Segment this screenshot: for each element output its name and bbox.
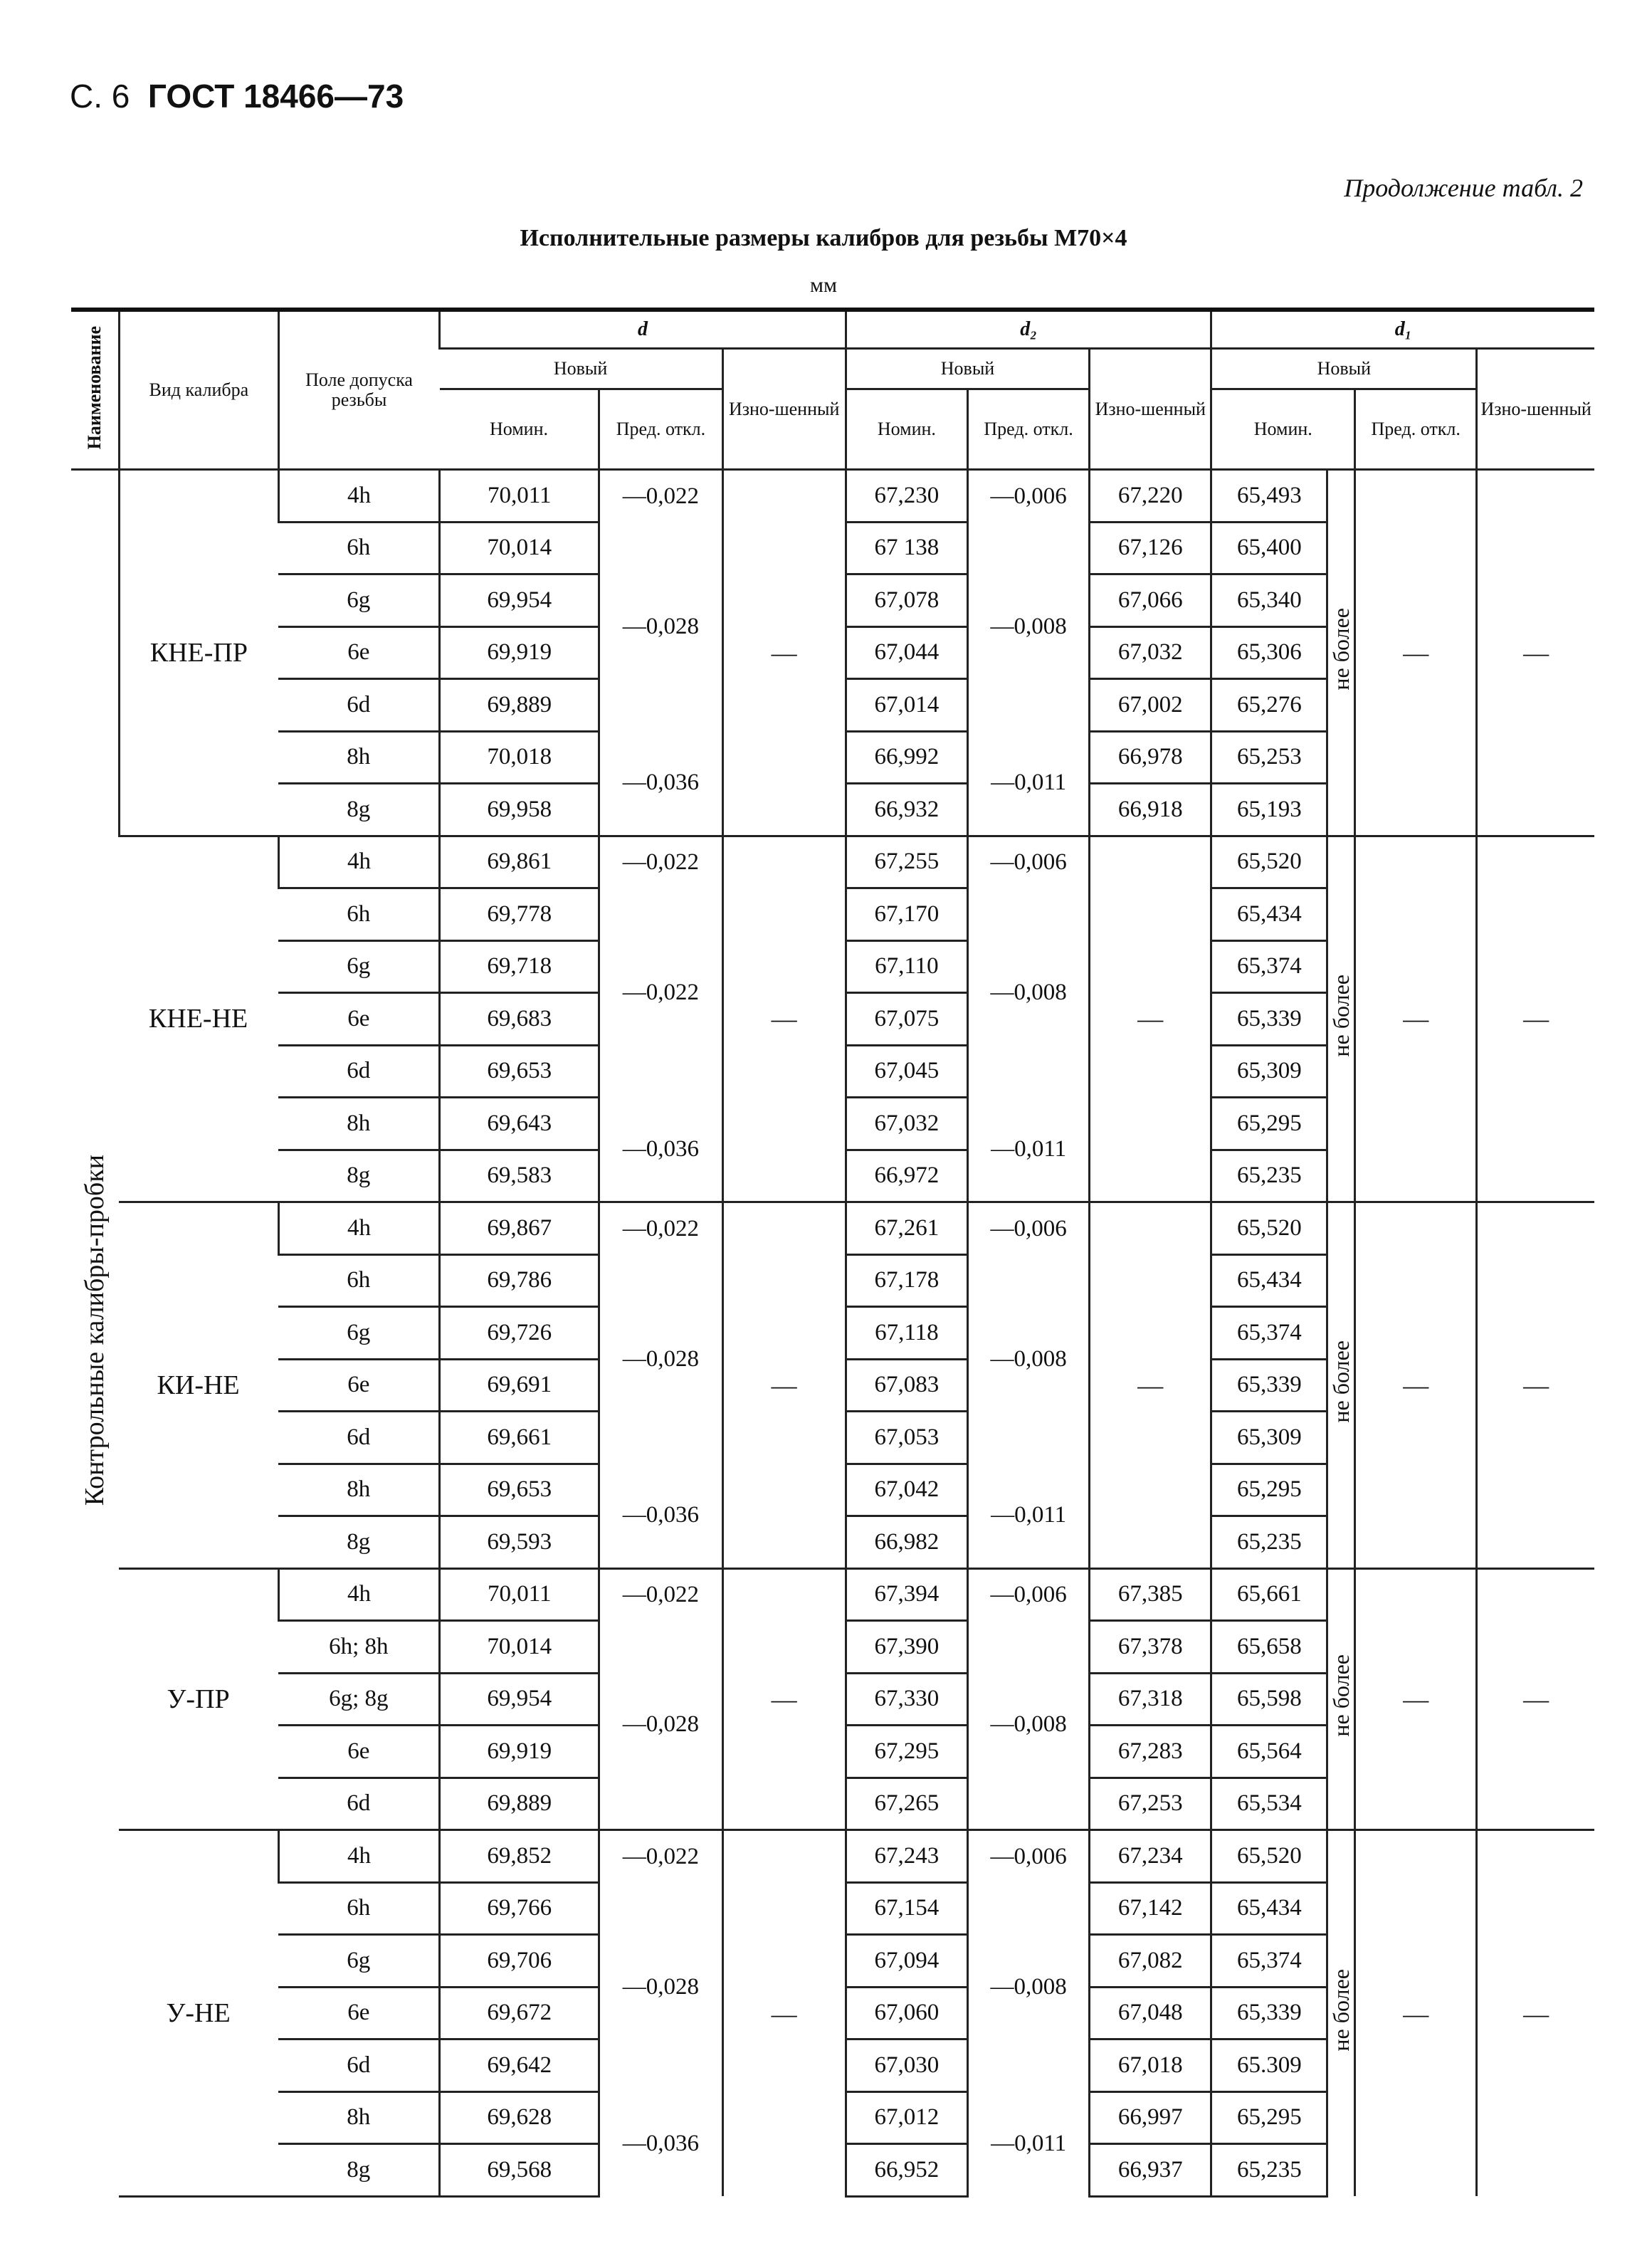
d2-nominal-header: Номин. xyxy=(846,389,967,470)
tolerance-field: 6d xyxy=(278,1412,439,1464)
d2-nominal: 67,012 xyxy=(846,2091,967,2144)
table-row xyxy=(71,470,1594,523)
d2-nominal: 67,014 xyxy=(846,679,967,732)
d1-note-cell xyxy=(1327,1568,1355,1830)
d1-nominal: 65.309 xyxy=(1211,2039,1327,2092)
d-nominal: 69,786 xyxy=(440,1254,599,1307)
d1-deviation: — xyxy=(1355,1568,1477,1830)
d2-nominal: 67,075 xyxy=(846,993,967,1046)
d-nominal: 69,642 xyxy=(440,2039,599,2092)
d-deviation: —0,022 xyxy=(599,1830,722,1883)
d1-nominal: 65,339 xyxy=(1211,1987,1327,2039)
d-nominal: 69,766 xyxy=(440,1882,599,1935)
d-nominal: 69,726 xyxy=(440,1307,599,1360)
d-nominal: 69,672 xyxy=(440,1987,599,2039)
table-body xyxy=(71,470,1594,2197)
d2-deviation: —0,006 xyxy=(967,1830,1089,1883)
d-deviation: —0,022 xyxy=(599,1202,722,1255)
d1-nominal: 65,374 xyxy=(1211,940,1327,993)
d1-nominal: 65,295 xyxy=(1211,2091,1327,2144)
d1-nominal: 65,434 xyxy=(1211,1882,1327,1935)
d2-nominal: 66,992 xyxy=(846,731,967,784)
d1-deviation: — xyxy=(1355,470,1477,836)
d1-nominal: 65,309 xyxy=(1211,1045,1327,1098)
d1-nominal: 65,235 xyxy=(1211,1150,1327,1202)
d-deviation: —0,036 xyxy=(599,1464,722,1568)
d-nominal: 70,018 xyxy=(440,731,599,784)
gauge-type: КИ-НЕ xyxy=(119,1202,278,1569)
d2-nominal: 67,083 xyxy=(846,1359,967,1412)
d-worn: — xyxy=(722,1568,846,1830)
d-deviation: —0,036 xyxy=(599,1098,722,1202)
d-deviation: —0,028 xyxy=(599,522,722,731)
d2-worn: 67,253 xyxy=(1090,1778,1211,1830)
d1-nominal: 65,493 xyxy=(1211,470,1327,523)
d2-worn: 67,385 xyxy=(1090,1568,1211,1621)
d1-nominal: 65,520 xyxy=(1211,836,1327,888)
d-nominal: 69,867 xyxy=(440,1202,599,1255)
d-deviation: —0,022 xyxy=(599,836,722,888)
d2-nominal: 67,330 xyxy=(846,1673,967,1726)
d2-deviation: —0,008 xyxy=(967,888,1089,1098)
d2-deviation: —0,006 xyxy=(967,1202,1089,1255)
d1-nominal-header: Номин. xyxy=(1211,389,1355,470)
table-units: мм xyxy=(810,273,837,297)
tolerance-field: 8g xyxy=(278,1150,439,1202)
d-worn: — xyxy=(722,1202,846,1569)
d2-worn: 67,234 xyxy=(1090,1830,1211,1883)
d2-worn-header: Изно-шенный xyxy=(1090,349,1211,470)
d2-nominal: 67,110 xyxy=(846,940,967,993)
d1-nominal: 65,339 xyxy=(1211,993,1327,1046)
d2-nominal: 67,094 xyxy=(846,1935,967,1988)
tolerance-field: 6h xyxy=(278,888,439,941)
d1-nominal: 65,309 xyxy=(1211,1412,1327,1464)
d-deviation: —0,028 xyxy=(599,1254,722,1464)
tolerance-field: 8g xyxy=(278,1516,439,1569)
d2-worn: 67,220 xyxy=(1090,470,1211,523)
d-nominal: 69,661 xyxy=(440,1412,599,1464)
d1-deviation: — xyxy=(1355,1202,1477,1569)
d2-nominal: 67,030 xyxy=(846,2039,967,2092)
d2-nominal: 67,154 xyxy=(846,1882,967,1935)
d2-worn: 67,032 xyxy=(1090,626,1211,679)
d2-deviation: —0,011 xyxy=(967,2091,1089,2196)
d2-nominal: 66,932 xyxy=(846,784,967,836)
d2-deviation: —0,008 xyxy=(967,1882,1089,2091)
tolerance-field: 6e xyxy=(278,993,439,1046)
col-d2-header: d₂ xyxy=(846,310,1211,349)
d-nominal: 70,011 xyxy=(440,470,599,523)
d-nominal: 70,014 xyxy=(440,1621,599,1674)
standard-number: ГОСТ 18466—73 xyxy=(147,78,404,115)
d2-nominal: 67,255 xyxy=(846,836,967,888)
d-nominal: 69,583 xyxy=(440,1150,599,1202)
d2-worn: 66,978 xyxy=(1090,731,1211,784)
d-nominal: 69,706 xyxy=(440,1935,599,1988)
d1-nominal: 65,534 xyxy=(1211,1778,1327,1830)
d2-worn: 67,126 xyxy=(1090,522,1211,574)
d1-note: не более xyxy=(1328,974,1354,1057)
d1-new-header: Новый xyxy=(1211,349,1477,389)
gauge-type: КНЕ-ПР xyxy=(119,470,278,836)
col-d-header: d xyxy=(440,310,846,349)
d-nominal: 70,011 xyxy=(440,1568,599,1621)
d2-worn: 67,082 xyxy=(1090,1935,1211,1988)
tolerance-field: 6e xyxy=(278,1359,439,1412)
d2-nominal: 67,261 xyxy=(846,1202,967,1255)
d2-nominal: 67,230 xyxy=(846,470,967,523)
tolerance-field: 6h xyxy=(278,1254,439,1307)
d2-deviation: —0,011 xyxy=(967,1098,1089,1202)
d-nominal: 69,568 xyxy=(440,2144,599,2197)
d-nominal: 69,691 xyxy=(440,1359,599,1412)
d-new-header: Новый xyxy=(440,349,722,389)
table-title: Исполнительные размеры калибров для резьбы M70×4 xyxy=(520,225,1127,251)
d2-worn: 66,937 xyxy=(1090,2144,1211,2197)
d1-note: не более xyxy=(1328,1654,1354,1738)
tolerance-field: 6h xyxy=(278,522,439,574)
gauge-type: У-ПР xyxy=(119,1568,278,1830)
col-d1-header: d₁ xyxy=(1211,310,1594,349)
d2-worn: 66,997 xyxy=(1090,2091,1211,2144)
gauge-dimensions-table xyxy=(71,308,1594,2198)
d2-nominal: 67,295 xyxy=(846,1726,967,1778)
d2-worn: 67,283 xyxy=(1090,1726,1211,1778)
table-row xyxy=(71,1202,1594,1255)
d-worn: — xyxy=(722,836,846,1202)
d2-nominal: 67,118 xyxy=(846,1307,967,1360)
d-nominal: 69,954 xyxy=(440,574,599,627)
tolerance-field: 6e xyxy=(278,626,439,679)
d2-deviation: —0,011 xyxy=(967,731,1089,836)
d1-deviation-header: Пред. откл. xyxy=(1355,389,1477,470)
d2-nominal: 67,078 xyxy=(846,574,967,627)
table-row xyxy=(71,1830,1594,1883)
d-deviation: —0,028 xyxy=(599,1621,722,1830)
d1-nominal: 65,340 xyxy=(1211,574,1327,627)
d-nominal: 69,653 xyxy=(440,1464,599,1516)
d1-nominal: 65,276 xyxy=(1211,679,1327,732)
d-deviation: —0,036 xyxy=(599,731,722,836)
d1-nominal: 65,235 xyxy=(1211,1516,1327,1569)
d-nominal: 69,593 xyxy=(440,1516,599,1569)
d1-worn: — xyxy=(1477,836,1594,1202)
section-name: Контрольные калибры-пробки xyxy=(79,1154,110,1506)
d-nominal: 69,718 xyxy=(440,940,599,993)
d-deviation: —0,022 xyxy=(599,888,722,1098)
d1-nominal: 65,306 xyxy=(1211,626,1327,679)
d-nominal: 69,852 xyxy=(440,1830,599,1883)
d2-nominal: 66,972 xyxy=(846,1150,967,1202)
tolerance-field: 8h xyxy=(278,1098,439,1150)
d-deviation: —0,022 xyxy=(599,1568,722,1621)
d2-deviation: —0,006 xyxy=(967,836,1089,888)
tolerance-field: 8h xyxy=(278,731,439,784)
d2-deviation: —0,006 xyxy=(967,1568,1089,1621)
tolerance-field: 6g xyxy=(278,574,439,627)
d2-worn: — xyxy=(1090,1202,1211,1569)
section-name-cell xyxy=(71,470,119,2197)
d1-nominal: 65,295 xyxy=(1211,1098,1327,1150)
d2-deviation: —0,008 xyxy=(967,1621,1089,1830)
d1-worn-header: Изно-шенный xyxy=(1477,349,1594,470)
d1-nominal: 65,400 xyxy=(1211,522,1327,574)
d-nominal-header: Номин. xyxy=(440,389,599,470)
tolerance-field: 4h xyxy=(278,1568,439,1621)
tolerance-field: 8h xyxy=(278,2091,439,2144)
d2-new-header: Новый xyxy=(846,349,1089,389)
tolerance-field: 6g xyxy=(278,940,439,993)
d2-worn: — xyxy=(1090,836,1211,1202)
d2-worn: 67,318 xyxy=(1090,1673,1211,1726)
d-nominal: 69,958 xyxy=(440,784,599,836)
d1-note: не более xyxy=(1328,1340,1354,1424)
tolerance-field: 6d xyxy=(278,1045,439,1098)
d1-nominal: 65,658 xyxy=(1211,1621,1327,1674)
d-nominal: 69,889 xyxy=(440,1778,599,1830)
tolerance-field: 6e xyxy=(278,1726,439,1778)
d1-note-cell xyxy=(1327,836,1355,1202)
page-number: С. 6 xyxy=(70,78,130,115)
d-worn: — xyxy=(722,1830,846,2197)
d2-deviation: —0,008 xyxy=(967,1254,1089,1464)
d1-nominal: 65,235 xyxy=(1211,2144,1327,2197)
d2-nominal: 67,394 xyxy=(846,1568,967,1621)
d1-nominal: 65,193 xyxy=(1211,784,1327,836)
col-tolerance-header: Поле допуска резьбы xyxy=(278,310,439,470)
d2-deviation: —0,011 xyxy=(967,1464,1089,1568)
d-nominal: 69,683 xyxy=(440,993,599,1046)
d2-nominal: 67 138 xyxy=(846,522,967,574)
d-nominal: 69,954 xyxy=(440,1673,599,1726)
col-name-header: Наименование xyxy=(71,310,119,470)
d1-nominal: 65,598 xyxy=(1211,1673,1327,1726)
d2-worn: 67,142 xyxy=(1090,1882,1211,1935)
d-deviation-header: Пред. откл. xyxy=(599,389,722,470)
tolerance-field: 4h xyxy=(278,1830,439,1883)
d1-nominal: 65,434 xyxy=(1211,1254,1327,1307)
d2-nominal: 66,952 xyxy=(846,2144,967,2197)
d1-nominal: 65,253 xyxy=(1211,731,1327,784)
d1-note-cell xyxy=(1327,1202,1355,1569)
d1-nominal: 65,339 xyxy=(1211,1359,1327,1412)
tolerance-field: 8g xyxy=(278,2144,439,2197)
d-nominal: 69,861 xyxy=(440,836,599,888)
d2-nominal: 67,265 xyxy=(846,1778,967,1830)
gauge-type: КНЕ-НЕ xyxy=(119,836,278,1202)
d2-nominal: 67,170 xyxy=(846,888,967,941)
tolerance-field: 6g; 8g xyxy=(278,1673,439,1726)
tolerance-field: 6h; 8h xyxy=(278,1621,439,1674)
d2-deviation-header: Пред. откл. xyxy=(967,389,1089,470)
tolerance-field: 6e xyxy=(278,1987,439,2039)
d1-nominal: 65,374 xyxy=(1211,1307,1327,1360)
d1-note-cell xyxy=(1327,470,1355,836)
d2-worn: 67,066 xyxy=(1090,574,1211,627)
d-nominal: 70,014 xyxy=(440,522,599,574)
d1-worn: — xyxy=(1477,470,1594,836)
d-deviation: —0,036 xyxy=(599,2091,722,2196)
d1-nominal: 65,564 xyxy=(1211,1726,1327,1778)
tolerance-field: 6g xyxy=(278,1935,439,1988)
gauge-type: У-НЕ xyxy=(119,1830,278,2197)
d-worn: — xyxy=(722,470,846,836)
d1-note: не более xyxy=(1328,608,1354,691)
d-worn-header: Изно-шенный xyxy=(722,349,846,470)
tolerance-field: 4h xyxy=(278,1202,439,1255)
d2-deviation: —0,008 xyxy=(967,522,1089,731)
d-nominal: 69,778 xyxy=(440,888,599,941)
d2-nominal: 67,042 xyxy=(846,1464,967,1516)
tolerance-field: 4h xyxy=(278,470,439,523)
d2-nominal: 67,044 xyxy=(846,626,967,679)
d-nominal: 69,643 xyxy=(440,1098,599,1150)
d2-worn: 67,002 xyxy=(1090,679,1211,732)
d-deviation: —0,022 xyxy=(599,470,722,523)
d1-worn: — xyxy=(1477,1830,1594,2197)
d2-nominal: 67,032 xyxy=(846,1098,967,1150)
d-nominal: 69,919 xyxy=(440,626,599,679)
d1-deviation: — xyxy=(1355,836,1477,1202)
d-nominal: 69,628 xyxy=(440,2091,599,2144)
d1-nominal: 65,374 xyxy=(1211,1935,1327,1988)
tolerance-field: 6g xyxy=(278,1307,439,1360)
d1-nominal: 65,661 xyxy=(1211,1568,1327,1621)
d2-nominal: 67,060 xyxy=(846,1987,967,2039)
d1-deviation: — xyxy=(1355,1830,1477,2197)
d2-nominal: 67,178 xyxy=(846,1254,967,1307)
d1-worn: — xyxy=(1477,1568,1594,1830)
d-nominal: 69,889 xyxy=(440,679,599,732)
d2-nominal: 66,982 xyxy=(846,1516,967,1569)
d2-worn: 67,018 xyxy=(1090,2039,1211,2092)
d2-nominal: 67,053 xyxy=(846,1412,967,1464)
d2-nominal: 67,390 xyxy=(846,1621,967,1674)
col-gauge-type-header: Вид калибра xyxy=(119,310,278,470)
d1-note-cell xyxy=(1327,1830,1355,2197)
d2-nominal: 67,243 xyxy=(846,1830,967,1883)
d2-worn: 66,918 xyxy=(1090,784,1211,836)
tolerance-field: 6h xyxy=(278,1882,439,1935)
d1-nominal: 65,520 xyxy=(1211,1830,1327,1883)
d1-nominal: 65,434 xyxy=(1211,888,1327,941)
d1-note: не более xyxy=(1328,1969,1354,2052)
d-nominal: 69,919 xyxy=(440,1726,599,1778)
table-row xyxy=(71,1568,1594,1621)
d1-nominal: 65,520 xyxy=(1211,1202,1327,1255)
d1-worn: — xyxy=(1477,1202,1594,1569)
tolerance-field: 6d xyxy=(278,679,439,732)
d2-nominal: 67,045 xyxy=(846,1045,967,1098)
d2-deviation: —0,006 xyxy=(967,470,1089,523)
page-header xyxy=(70,77,404,115)
d2-worn: 67,048 xyxy=(1090,1987,1211,2039)
table-continuation-note: Продолжение табл. 2 xyxy=(1344,174,1583,202)
tolerance-field: 4h xyxy=(278,836,439,888)
tolerance-field: 6d xyxy=(278,2039,439,2092)
table-row xyxy=(71,836,1594,888)
tolerance-field: 8h xyxy=(278,1464,439,1516)
d-deviation: —0,028 xyxy=(599,1882,722,2091)
d-nominal: 69,653 xyxy=(440,1045,599,1098)
d2-worn: 67,378 xyxy=(1090,1621,1211,1674)
tolerance-field: 8g xyxy=(278,784,439,836)
tolerance-field: 6d xyxy=(278,1778,439,1830)
d1-nominal: 65,295 xyxy=(1211,1464,1327,1516)
